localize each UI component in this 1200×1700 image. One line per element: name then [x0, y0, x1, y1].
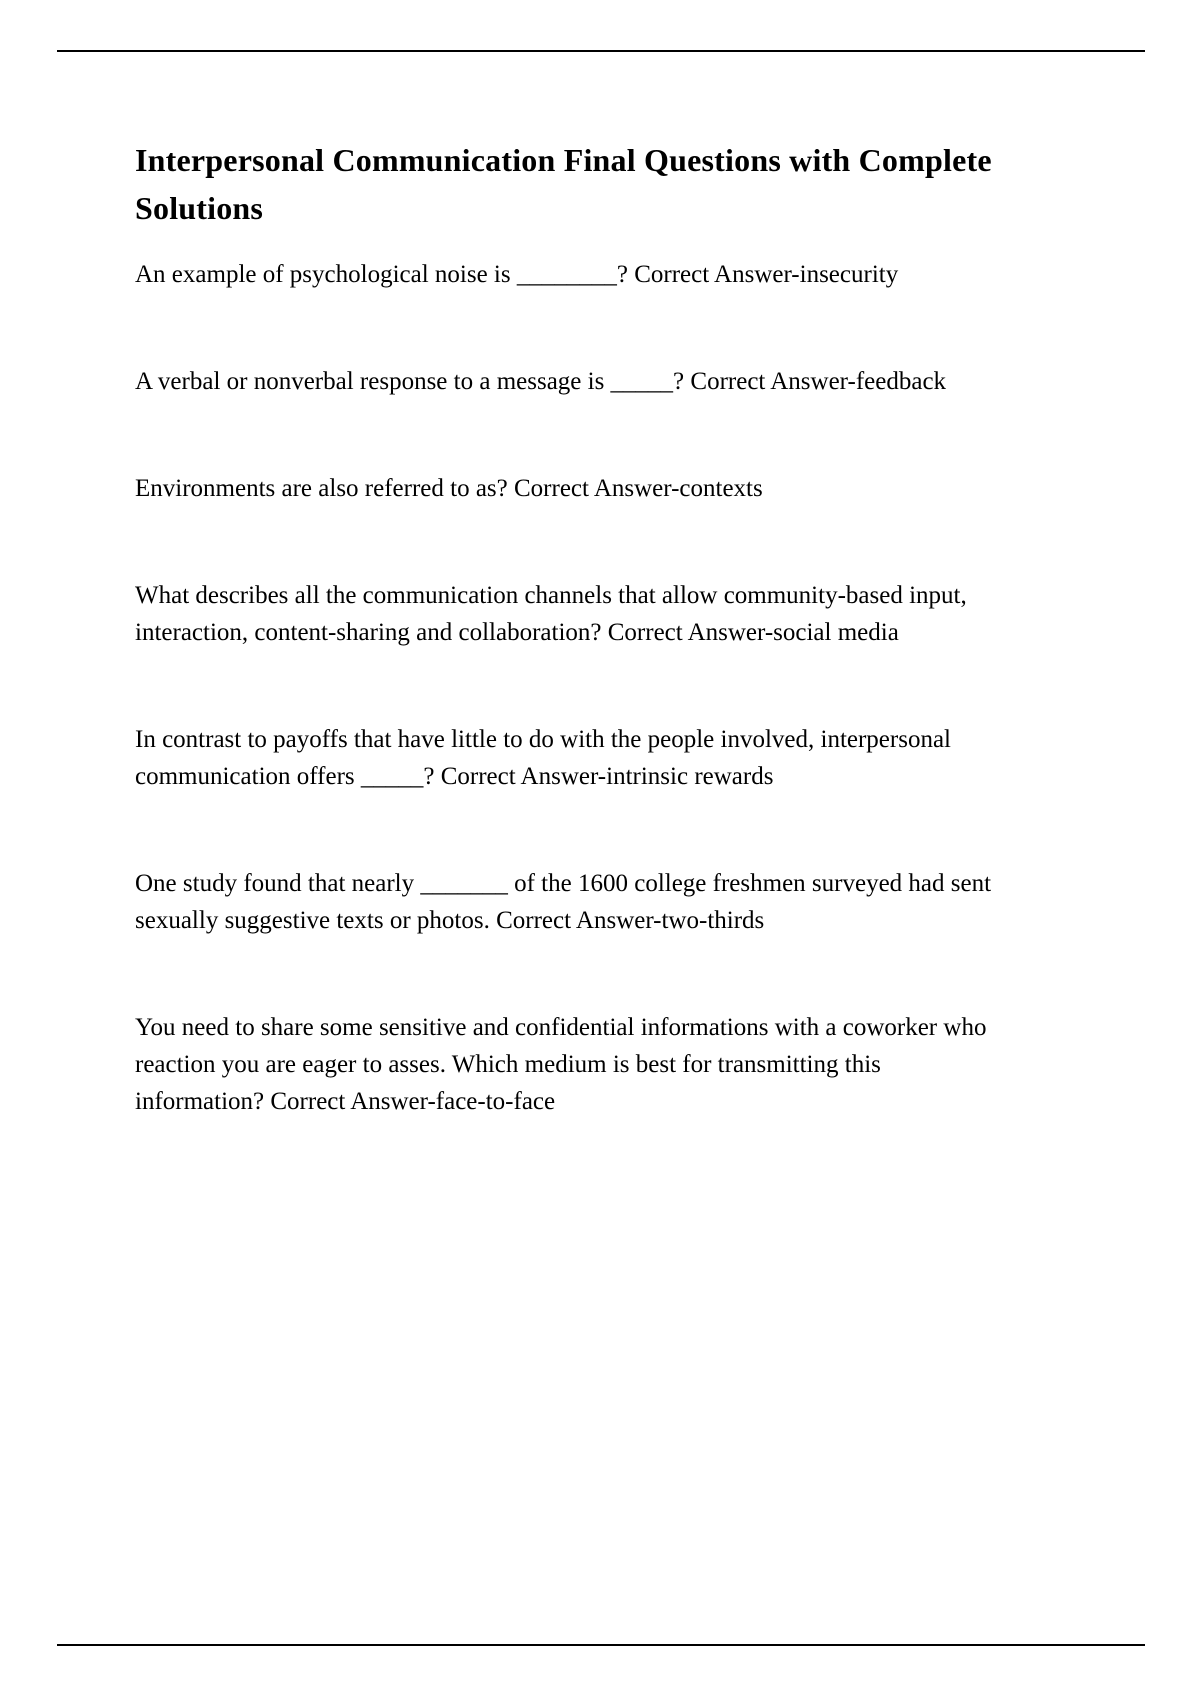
question-paragraph: A verbal or nonverbal response to a message is _____? Correct Answer-feedback [135, 368, 947, 395]
question-paragraph: One study found that nearly _______ of the 1600 college freshmen surveyed had sent sexually suggestive texts or photos. Correct Answer-two-thirds [135, 870, 992, 934]
question-paragraph: In contrast to payoffs that have little to do with the people involved, interpersonal communication offers _____? Correct Answer-intrinsic rewards [135, 726, 952, 790]
bottom-horizontal-rule [57, 1644, 1145, 1646]
question-paragraph: You need to share some sensitive and confidential informations with a coworker who reaction you are eager to asses. Which medium is best for transmitting this information? Correct Answer-face-to-face [135, 1014, 987, 1115]
question-paragraph: An example of psychological noise is ________? Correct Answer-insecurity [135, 261, 899, 288]
question-paragraph: Environments are also referred to as? Correct Answer-contexts [135, 475, 763, 502]
question-paragraph: What describes all the communication channels that allow community-based input, interaction, content-sharing and collaboration? Correct Answer-social media [135, 582, 967, 646]
document-content [135, 136, 1015, 1190]
document-title: Interpersonal Communication Final Questions with Complete Solutions [135, 142, 992, 226]
top-horizontal-rule [57, 50, 1145, 52]
